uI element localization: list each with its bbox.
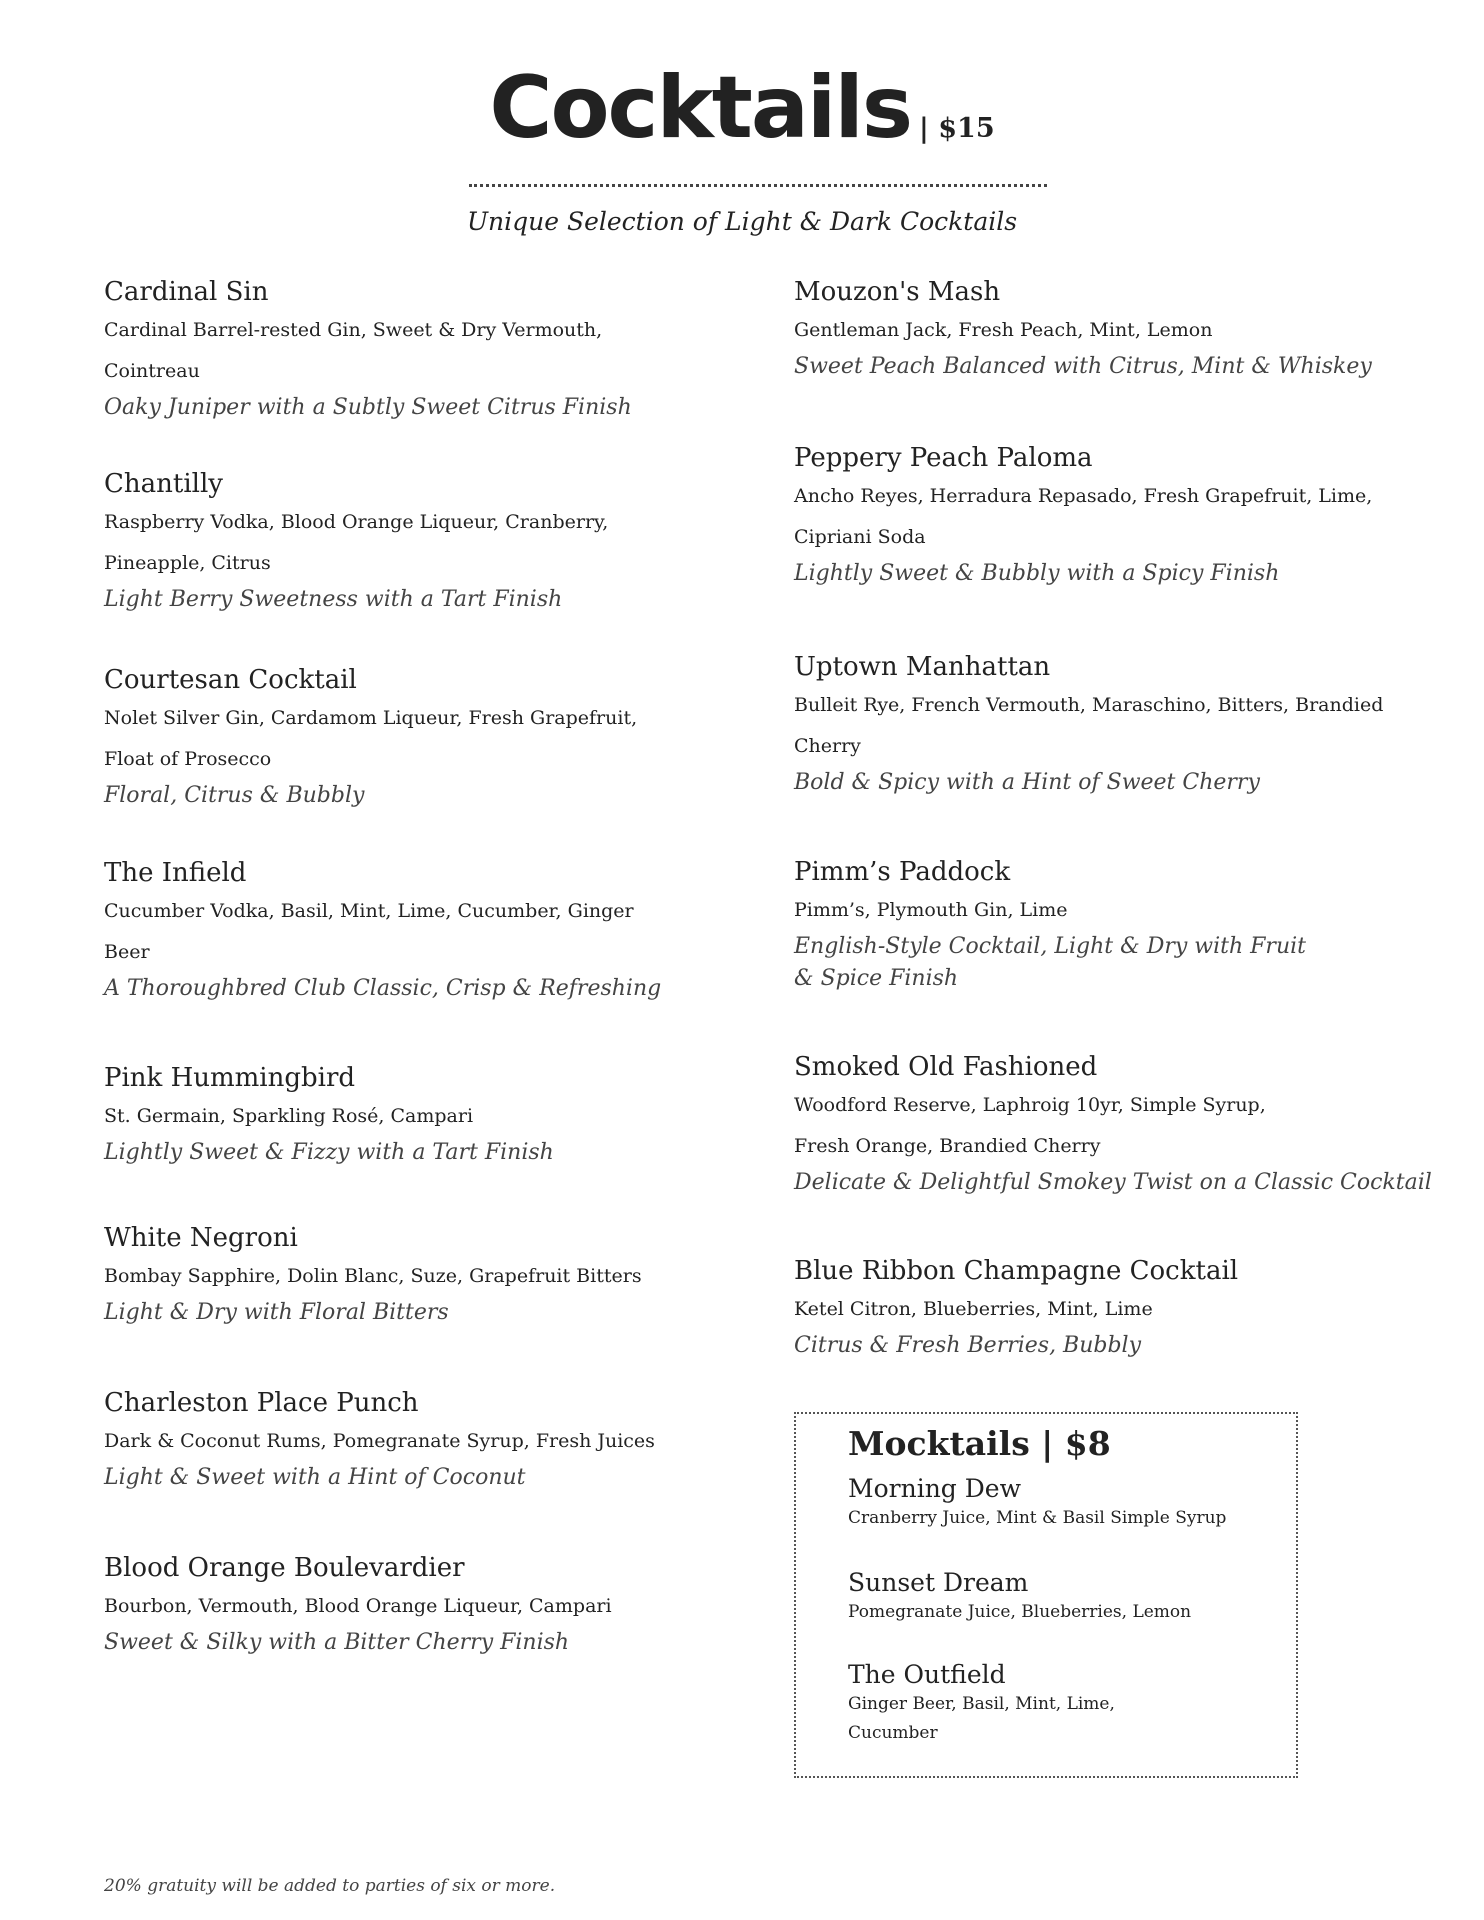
page-title: Cocktails	[489, 58, 912, 158]
menu-item	[104, 857, 684, 1005]
menu-item	[794, 1255, 1414, 1362]
item-name: Pink Hummingbird	[104, 1063, 356, 1093]
menu-item	[104, 1552, 684, 1659]
dotted-divider	[469, 184, 1047, 187]
item-description: Oaky Juniper with a Subtly Sweet Citrus Finish	[104, 395, 632, 420]
cocktail-price: | $15	[919, 113, 995, 144]
item-ingredients: Nolet Silver Gin, Cardamom Liqueur, Fresh Grapefruit, Float of Prosecco	[104, 707, 638, 770]
item-name: Blue Ribbon Champagne Cocktail	[794, 1256, 1239, 1286]
item-ingredients: Cucumber Vodka, Basil, Mint, Lime, Cucumber, Ginger Beer	[104, 900, 634, 963]
item-description: Light & Sweet with a Hint of Coconut	[104, 1465, 526, 1490]
page-subtitle: Unique Selection of Light & Dark Cocktails	[466, 207, 1018, 236]
item-ingredients: Ancho Reyes, Herradura Repasado, Fresh Grapefruit, Lime, Cipriani Soda	[794, 485, 1373, 548]
item-description: Sweet Peach Balanced with Citrus, Mint & Whiskey	[794, 354, 1372, 379]
mocktail-name: Morning Dew	[848, 1474, 1021, 1503]
item-name: Courtesan Cocktail	[104, 665, 357, 695]
item-ingredients: Bombay Sapphire, Dolin Blanc, Suze, Grapefruit Bitters	[104, 1265, 642, 1287]
item-ingredients: Bulleit Rye, French Vermouth, Maraschino, Bitters, Brandied Cherry	[794, 694, 1384, 757]
item-name: Uptown Manhattan	[794, 652, 1051, 682]
mocktail-name: The Outfield	[848, 1660, 1006, 1689]
mocktails-box	[794, 1412, 1298, 1778]
menu-item	[794, 442, 1414, 590]
menu-item	[104, 1387, 684, 1494]
item-ingredients: Raspberry Vodka, Blood Orange Liqueur, Cranberry, Pineapple, Citrus	[104, 511, 609, 574]
mocktail-item	[848, 1660, 1138, 1748]
item-description: Lightly Sweet & Bubbly with a Spicy Finish	[794, 561, 1280, 586]
title-row	[0, 58, 1484, 158]
menu-item	[794, 276, 1414, 383]
menu-item	[104, 276, 684, 424]
mocktails-title: Mocktails | $8	[848, 1424, 1111, 1463]
item-name: The Infield	[104, 858, 247, 888]
item-name: Smoked Old Fashioned	[794, 1052, 1098, 1082]
item-description: Bold & Spicy with a Hint of Sweet Cherry	[794, 770, 1260, 795]
item-description: Light & Dry with Floral Bitters	[104, 1300, 449, 1325]
item-ingredients: Woodford Reserve, Laphroig 10yr, Simple Syrup, Fresh Orange, Brandied Cherry	[794, 1094, 1266, 1157]
item-ingredients: Ketel Citron, Blueberries, Mint, Lime	[794, 1298, 1153, 1320]
item-description: Lightly Sweet & Fizzy with a Tart Finish	[104, 1140, 554, 1165]
item-description: A Thoroughbred Club Classic, Crisp & Refreshing	[104, 976, 662, 1001]
item-ingredients: Bourbon, Vermouth, Blood Orange Liqueur, Campari	[104, 1595, 612, 1617]
item-description: English-Style Cocktail, Light & Dry with Fruit & Spice Finish	[794, 934, 1306, 991]
item-name: Cardinal Sin	[104, 277, 269, 307]
item-description: Sweet & Silky with a Bitter Cherry Finish	[104, 1630, 570, 1655]
menu-item	[794, 651, 1414, 799]
mocktail-ingredients: Cranberry Juice, Mint & Basil Simple Syrup	[848, 1508, 1227, 1528]
item-description: Delicate & Delightful Smokey Twist on a Classic Cocktail	[794, 1170, 1432, 1195]
item-name: Peppery Peach Paloma	[794, 443, 1093, 473]
item-ingredients: St. Germain, Sparkling Rosé, Campari	[104, 1105, 474, 1127]
menu-item	[104, 1062, 684, 1169]
item-description: Light Berry Sweetness with a Tart Finish	[104, 587, 563, 612]
mocktail-item	[848, 1474, 1268, 1533]
item-ingredients: Cardinal Barrel-rested Gin, Sweet & Dry Vermouth, Cointreau	[104, 319, 603, 382]
mocktail-name: Sunset Dream	[848, 1568, 1029, 1597]
item-name: Chantilly	[104, 469, 223, 499]
menu-item	[104, 1222, 684, 1329]
item-name: Mouzon's Mash	[794, 277, 1001, 307]
item-name: Blood Orange Boulevardier	[104, 1553, 465, 1583]
item-name: Pimm’s Paddock	[794, 857, 1011, 887]
item-name: White Negroni	[104, 1223, 298, 1253]
mocktail-item	[848, 1568, 1268, 1627]
item-description: Floral, Citrus & Bubbly	[104, 783, 365, 808]
item-ingredients: Pimm’s, Plymouth Gin, Lime	[794, 899, 1068, 921]
menu-item	[104, 664, 684, 812]
mocktail-ingredients: Ginger Beer, Basil, Mint, Lime, Cucumber	[848, 1694, 1115, 1743]
menu-item	[794, 1051, 1434, 1199]
item-ingredients: Gentleman Jack, Fresh Peach, Mint, Lemon	[794, 319, 1213, 341]
menu-item	[794, 856, 1414, 995]
mocktail-ingredients: Pomegranate Juice, Blueberries, Lemon	[848, 1602, 1192, 1622]
item-name: Charleston Place Punch	[104, 1388, 419, 1418]
gratuity-note: 20% gratuity will be added to parties of six or more.	[104, 1876, 556, 1896]
item-description: Citrus & Fresh Berries, Bubbly	[794, 1333, 1142, 1358]
item-ingredients: Dark & Coconut Rums, Pomegranate Syrup, Fresh Juices	[104, 1430, 655, 1452]
menu-item	[104, 468, 684, 616]
